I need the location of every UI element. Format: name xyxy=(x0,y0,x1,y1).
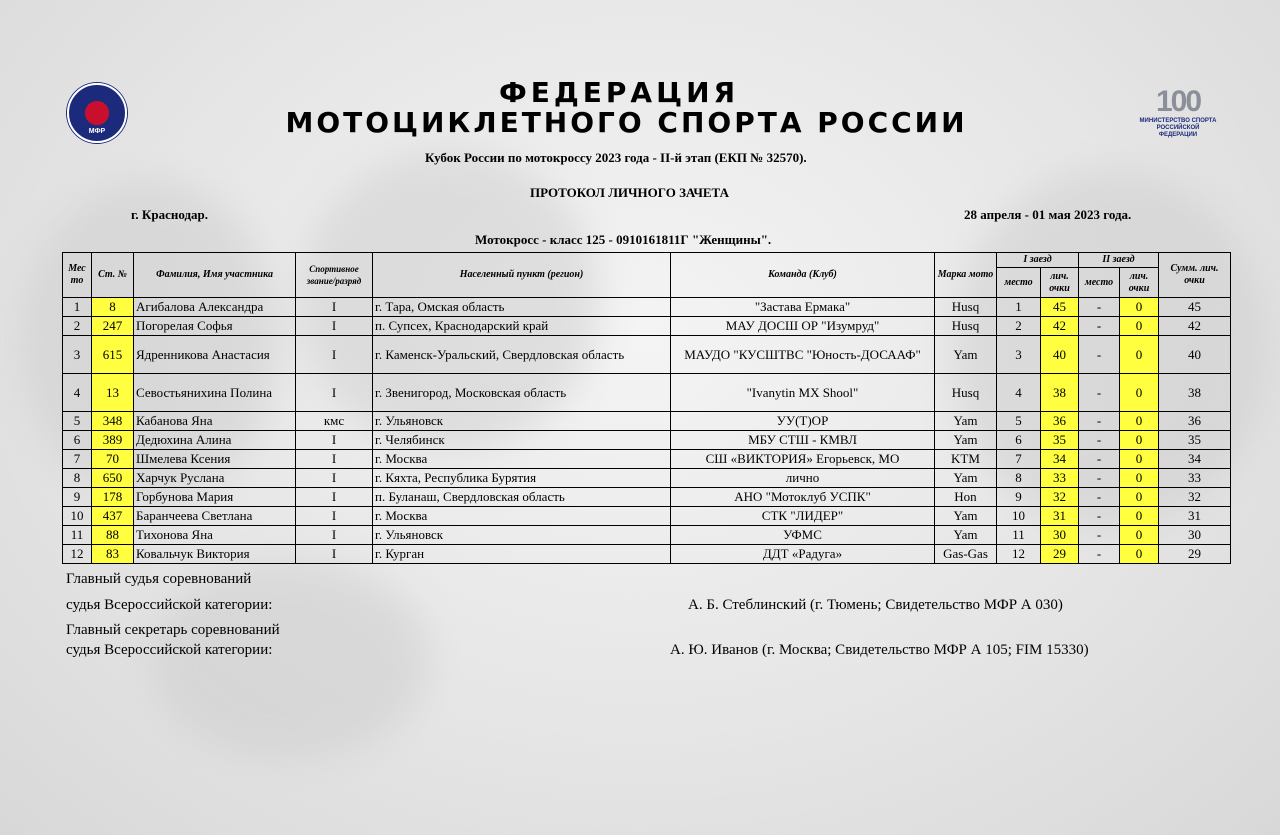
row-heat1-place: 9 xyxy=(997,488,1041,507)
row-team: МАУДО "КУСШТВС "Юность-ДОСААФ" xyxy=(671,336,935,374)
federation-title-line2: МОТОЦИКЛЕТНОГО СПОРТА РОССИИ xyxy=(285,106,968,139)
row-locality: г. Каменск-Уральский, Свердловская область xyxy=(373,336,671,374)
row-rank: I xyxy=(296,317,373,336)
row-total: 35 xyxy=(1159,431,1231,450)
row-start-number: 70 xyxy=(92,450,134,469)
row-total: 31 xyxy=(1159,507,1231,526)
table-row xyxy=(63,469,1231,488)
row-locality: г. Москва xyxy=(373,507,671,526)
row-rank: I xyxy=(296,507,373,526)
row-name: Баранчеева Светлана xyxy=(134,507,296,526)
row-start-number: 348 xyxy=(92,412,134,431)
header-heat1-points: лич. очки xyxy=(1041,268,1079,298)
row-locality: г. Звенигород, Московская область xyxy=(373,374,671,412)
row-heat1-place: 4 xyxy=(997,374,1041,412)
row-moto: Husq xyxy=(935,374,997,412)
row-name: Шмелева Ксения xyxy=(134,450,296,469)
row-heat2-points: 0 xyxy=(1120,450,1159,469)
table-row xyxy=(63,545,1231,564)
row-start-number: 650 xyxy=(92,469,134,488)
row-locality: г. Тара, Омская область xyxy=(373,298,671,317)
row-rank: I xyxy=(296,450,373,469)
row-heat2-points: 0 xyxy=(1120,507,1159,526)
row-heat2-points: 0 xyxy=(1120,469,1159,488)
table-row xyxy=(63,507,1231,526)
row-heat1-place: 3 xyxy=(997,336,1041,374)
row-heat1-place: 5 xyxy=(997,412,1041,431)
row-name: Тихонова Яна xyxy=(134,526,296,545)
row-moto: Yam xyxy=(935,412,997,431)
row-rank: I xyxy=(296,526,373,545)
table-row xyxy=(63,374,1231,412)
row-moto: Yam xyxy=(935,336,997,374)
row-moto: Gas-Gas xyxy=(935,545,997,564)
row-heat1-points: 36 xyxy=(1041,412,1079,431)
row-name: Дедюхина Алина xyxy=(134,431,296,450)
row-team: "Ivanytin MX Shool" xyxy=(671,374,935,412)
header-locality: Населенный пункт (регион) xyxy=(373,253,671,298)
row-place: 4 xyxy=(63,374,92,412)
logo-100-caption: МИНИСТЕРСТВО СПОРТА РОССИЙСКОЙ ФЕДЕРАЦИИ xyxy=(1139,118,1217,138)
row-heat1-points: 31 xyxy=(1041,507,1079,526)
row-team: СШ «ВИКТОРИЯ» Егорьевск, МО xyxy=(671,450,935,469)
row-total: 40 xyxy=(1159,336,1231,374)
header-heat1-place: место xyxy=(997,268,1041,298)
row-moto: Husq xyxy=(935,317,997,336)
row-moto: Husq xyxy=(935,298,997,317)
row-heat1-points: 30 xyxy=(1041,526,1079,545)
results-table xyxy=(62,252,1231,564)
row-name: Севостьянихина Полина xyxy=(134,374,296,412)
chief-secretary-role: Главный секретарь соревнований xyxy=(66,622,280,638)
table-row xyxy=(63,412,1231,431)
header-heat2-place: место xyxy=(1079,268,1120,298)
row-heat2-points: 0 xyxy=(1120,412,1159,431)
row-total: 29 xyxy=(1159,545,1231,564)
row-moto: Yam xyxy=(935,469,997,488)
header-start-number: Ст. № xyxy=(92,253,134,298)
row-rank: I xyxy=(296,469,373,488)
row-start-number: 13 xyxy=(92,374,134,412)
row-start-number: 88 xyxy=(92,526,134,545)
results-rows xyxy=(63,298,1231,564)
chief-judge-role: Главный судья соревнований xyxy=(66,571,252,587)
row-heat2-place: - xyxy=(1079,298,1120,317)
row-heat2-points: 0 xyxy=(1120,298,1159,317)
table-row xyxy=(63,317,1231,336)
row-team: СТК "ЛИДЕР" xyxy=(671,507,935,526)
row-heat2-place: - xyxy=(1079,450,1120,469)
header-name: Фамилия, Имя участника xyxy=(134,253,296,298)
row-heat1-points: 42 xyxy=(1041,317,1079,336)
row-start-number: 437 xyxy=(92,507,134,526)
row-heat1-place: 12 xyxy=(997,545,1041,564)
background-rider-shape xyxy=(150,560,430,760)
row-heat2-points: 0 xyxy=(1120,526,1159,545)
row-heat1-points: 35 xyxy=(1041,431,1079,450)
header-moto: Марка мото xyxy=(935,253,997,298)
row-team: УФМС xyxy=(671,526,935,545)
row-name: Погорелая Софья xyxy=(134,317,296,336)
row-heat2-points: 0 xyxy=(1120,317,1159,336)
row-heat1-points: 33 xyxy=(1041,469,1079,488)
chief-judge-category: судья Всероссийской категории: xyxy=(66,597,273,613)
row-name: Горбунова Мария xyxy=(134,488,296,507)
row-start-number: 83 xyxy=(92,545,134,564)
header-total: Сумм. лич. очки xyxy=(1159,253,1231,298)
row-name: Агибалова Александра xyxy=(134,298,296,317)
mfr-logo-caption: МФР xyxy=(88,128,106,135)
row-start-number: 615 xyxy=(92,336,134,374)
row-heat1-place: 1 xyxy=(997,298,1041,317)
city: г. Краснодар. xyxy=(131,207,209,222)
row-heat1-points: 38 xyxy=(1041,374,1079,412)
row-heat2-points: 0 xyxy=(1120,374,1159,412)
table-row xyxy=(63,450,1231,469)
row-heat1-place: 7 xyxy=(997,450,1041,469)
row-place: 7 xyxy=(63,450,92,469)
row-heat1-place: 10 xyxy=(997,507,1041,526)
logo-100-number: 100 xyxy=(1155,85,1201,118)
row-heat1-points: 45 xyxy=(1041,298,1079,317)
row-heat1-place: 8 xyxy=(997,469,1041,488)
header-heat2-points: лич. очки xyxy=(1120,268,1159,298)
row-place: 1 xyxy=(63,298,92,317)
row-locality: г. Москва xyxy=(373,450,671,469)
row-place: 3 xyxy=(63,336,92,374)
header-place: Мес то xyxy=(63,253,92,298)
row-name: Кабанова Яна xyxy=(134,412,296,431)
row-total: 38 xyxy=(1159,374,1231,412)
row-heat1-place: 6 xyxy=(997,431,1041,450)
row-moto: Yam xyxy=(935,431,997,450)
header-heat1: I заезд xyxy=(997,253,1079,268)
row-locality: п. Супсех, Краснодарский край xyxy=(373,317,671,336)
header-heat2: II заезд xyxy=(1079,253,1159,268)
row-heat2-place: - xyxy=(1079,469,1120,488)
row-total: 45 xyxy=(1159,298,1231,317)
row-moto: Hon xyxy=(935,488,997,507)
chief-judge-name: А. Б. Стеблинский (г. Тюмень; Свидетельство МФР А 030) xyxy=(688,597,1063,613)
row-total: 33 xyxy=(1159,469,1231,488)
row-rank: I xyxy=(296,545,373,564)
row-heat2-place: - xyxy=(1079,431,1120,450)
row-moto: Yam xyxy=(935,526,997,545)
row-start-number: 247 xyxy=(92,317,134,336)
row-rank: I xyxy=(296,431,373,450)
row-heat2-points: 0 xyxy=(1120,431,1159,450)
row-team: УУ(Т)ОР xyxy=(671,412,935,431)
row-place: 12 xyxy=(63,545,92,564)
row-team: лично xyxy=(671,469,935,488)
row-rank: I xyxy=(296,336,373,374)
row-locality: г. Кяхта, Республика Бурятия xyxy=(373,469,671,488)
row-rank: I xyxy=(296,488,373,507)
row-team: АНО "Мотоклуб УСПК" xyxy=(671,488,935,507)
table-row xyxy=(63,526,1231,545)
row-place: 6 xyxy=(63,431,92,450)
row-locality: г. Челябинск xyxy=(373,431,671,450)
row-heat2-points: 0 xyxy=(1120,336,1159,374)
protocol-title: ПРОТОКОЛ ЛИЧНОГО ЗАЧЕТА xyxy=(530,185,729,200)
row-heat2-place: - xyxy=(1079,317,1120,336)
class-title: Мотокросс - класс 125 - 0910161811Г "Женщины". xyxy=(475,232,772,247)
row-place: 9 xyxy=(63,488,92,507)
row-locality: г. Ульяновск xyxy=(373,526,671,545)
row-place: 10 xyxy=(63,507,92,526)
federation-title-line1: ФЕДЕРАЦИЯ xyxy=(498,76,740,109)
row-total: 36 xyxy=(1159,412,1231,431)
row-heat2-place: - xyxy=(1079,526,1120,545)
event-title: Кубок России по мотокроссу 2023 года - II-й этап (ЕКП № 32570). xyxy=(425,150,807,165)
row-heat2-points: 0 xyxy=(1120,545,1159,564)
row-heat1-points: 34 xyxy=(1041,450,1079,469)
row-heat1-points: 40 xyxy=(1041,336,1079,374)
row-start-number: 8 xyxy=(92,298,134,317)
row-place: 8 xyxy=(63,469,92,488)
table-row xyxy=(63,336,1231,374)
row-place: 5 xyxy=(63,412,92,431)
row-place: 11 xyxy=(63,526,92,545)
row-heat2-place: - xyxy=(1079,507,1120,526)
row-name: Ковальчук Виктория xyxy=(134,545,296,564)
row-heat1-points: 32 xyxy=(1041,488,1079,507)
row-heat2-place: - xyxy=(1079,336,1120,374)
row-heat1-points: 29 xyxy=(1041,545,1079,564)
table-row xyxy=(63,488,1231,507)
dates: 28 апреля - 01 мая 2023 года. xyxy=(964,207,1132,222)
row-locality: г. Курган xyxy=(373,545,671,564)
row-moto: Yam xyxy=(935,507,997,526)
chief-secretary-name: А. Ю. Иванов (г. Москва; Свидетельство МФР А 105; FIM 15330) xyxy=(670,642,1089,658)
row-total: 42 xyxy=(1159,317,1231,336)
row-rank: I xyxy=(296,374,373,412)
row-start-number: 389 xyxy=(92,431,134,450)
row-total: 32 xyxy=(1159,488,1231,507)
row-heat1-place: 2 xyxy=(997,317,1041,336)
chief-secretary-category: судья Всероссийской категории: xyxy=(66,642,273,658)
row-heat2-place: - xyxy=(1079,412,1120,431)
header-team: Команда (Клуб) xyxy=(671,253,935,298)
row-total: 30 xyxy=(1159,526,1231,545)
row-team: МАУ ДОСШ ОР "Изумруд" xyxy=(671,317,935,336)
row-team: "Застава Ермака" xyxy=(671,298,935,317)
row-heat2-place: - xyxy=(1079,374,1120,412)
row-name: Харчук Руслана xyxy=(134,469,296,488)
row-team: МБУ СТШ - КМВЛ xyxy=(671,431,935,450)
row-team: ДДТ «Радуга» xyxy=(671,545,935,564)
row-name: Ядренникова Анастасия xyxy=(134,336,296,374)
row-start-number: 178 xyxy=(92,488,134,507)
row-rank: I xyxy=(296,298,373,317)
row-place: 2 xyxy=(63,317,92,336)
row-heat2-place: - xyxy=(1079,488,1120,507)
row-rank: кмс xyxy=(296,412,373,431)
row-heat2-place: - xyxy=(1079,545,1120,564)
row-locality: г. Ульяновск xyxy=(373,412,671,431)
row-moto: KTM xyxy=(935,450,997,469)
row-total: 34 xyxy=(1159,450,1231,469)
table-row xyxy=(63,431,1231,450)
row-heat2-points: 0 xyxy=(1120,488,1159,507)
row-locality: п. Буланаш, Свердловская область xyxy=(373,488,671,507)
table-row xyxy=(63,298,1231,317)
row-heat1-place: 11 xyxy=(997,526,1041,545)
header-rank: Спортивное звание/разряд xyxy=(296,253,373,298)
